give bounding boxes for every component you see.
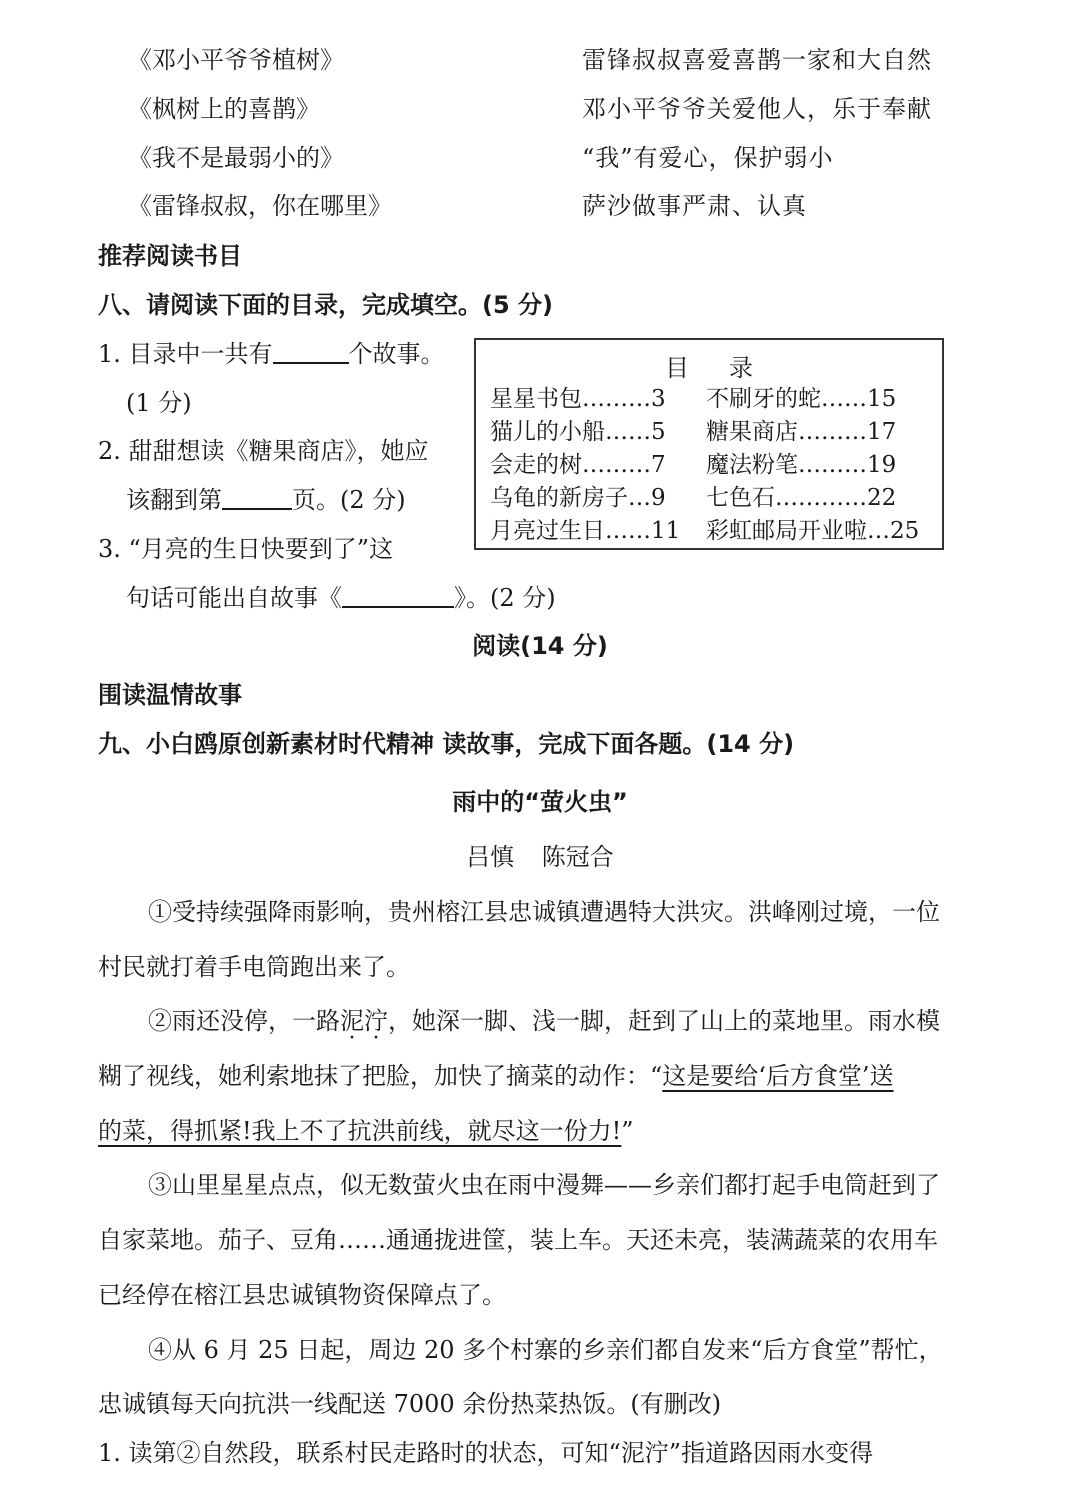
q8-1-suffix: 个故事。	[348, 340, 445, 368]
match-right-4: 萨沙做事严肃、认真	[582, 192, 807, 220]
p2-text-a: ②雨还没停，一路	[148, 1007, 340, 1035]
q8-1-blank[interactable]	[273, 338, 349, 364]
story-p2-line1	[148, 1005, 940, 1037]
story-authors: 吕慎 陈冠合	[466, 843, 614, 871]
match-left-4: 《雷锋叔叔，你在哪里》	[128, 192, 392, 220]
story-title: 雨中的“萤火虫”	[452, 788, 628, 816]
toc-item: 会走的树………7	[490, 452, 666, 478]
q8-1-prefix: 1. 目录中一共有	[98, 340, 273, 368]
question-8-1	[98, 338, 445, 370]
toc-item: 不刷牙的蛇……15	[706, 386, 897, 412]
question-8-3-line1: 3. “月亮的生日快要到了”这	[98, 535, 394, 563]
question-8-2-line1: 2. 甜甜想读《糖果商店》，她应	[98, 437, 429, 465]
q8-2-blank[interactable]	[222, 484, 292, 510]
story-p1-line2: 村民就打着手电筒跑出来了。	[98, 953, 410, 981]
toc-item: 魔法粉笔………19	[706, 452, 897, 478]
table-of-contents-box	[474, 338, 944, 550]
reading-section-title: 阅读(14 分)	[472, 632, 608, 660]
q8-2-prefix: 该翻到第	[126, 486, 222, 514]
match-left-3: 《我不是最弱小的》	[128, 144, 344, 172]
toc-item: 七色石…………22	[706, 485, 897, 511]
story-p4-line2: 忠诚镇每天向抗洪一线配送 7000 余份热菜热饭。(有删改)	[98, 1390, 722, 1418]
question-9-1: 1. 读第②自然段，联系村民走路时的状态，可知“泥泞”指道路因雨水变得	[98, 1439, 874, 1467]
dotted-word: 泥	[340, 1007, 364, 1035]
story-p3-line1: ③山里星星点点，似无数萤火虫在雨中漫舞——乡亲们都打起手电筒赶到了	[148, 1171, 940, 1199]
story-p4-line1: ④从 6 月 25 日起，周边 20 多个村寨的乡亲们都自发来“后方食堂”帮忙，	[148, 1336, 943, 1364]
toc-item: 糖果商店………17	[706, 419, 897, 445]
p2-text-c: 糊了视线，她利索地抹了把脸，加快了摘菜的动作：“	[98, 1062, 663, 1090]
story-p3-line3: 已经停在榕江县忠诚镇物资保障点了。	[98, 1281, 506, 1309]
toc-item: 星星书包………3	[490, 386, 666, 412]
underlined-quote: 这是要给‘后方食堂’送	[662, 1062, 894, 1090]
question-8-3-line2	[126, 582, 556, 614]
match-right-3: “我”有爱心，保护弱小	[582, 144, 834, 172]
story-p2-line3	[98, 1115, 634, 1147]
story-p1-line1: ①受持续强降雨影响，贵州榕江县忠诚镇遭遇特大洪灾。洪峰刚过境，一位	[148, 898, 940, 926]
toc-item: 彩虹邮局开业啦…25	[706, 518, 920, 544]
q8-3-prefix: 句话可能出自故事《	[126, 584, 342, 612]
story-p2-line2	[98, 1060, 894, 1092]
match-right-2: 邓小平爷爷关爱他人，乐于奉献	[582, 95, 932, 123]
toc-item: 猫儿的小船……5	[490, 419, 666, 445]
q8-3-suffix: 》。(2 分)	[454, 584, 556, 612]
question-9-title: 九、小白鸥原创新素材时代精神 读故事，完成下面各题。(14 分)	[98, 730, 795, 758]
match-right-1: 雷锋叔叔喜爱喜鹊一家和大自然	[582, 46, 932, 74]
section-warm-heading: 围读温情故事	[98, 681, 242, 709]
p2-close-quote: ”	[621, 1117, 634, 1145]
q8-2-suffix: 页。(2 分)	[292, 486, 406, 514]
story-p3-line2: 自家菜地。茄子、豆角……通通拢进筐，装上车。天还未亮，装满蔬菜的农用车	[98, 1226, 938, 1254]
p2-text-b: ，她深一脚、浅一脚，赶到了山上的菜地里。雨水模	[388, 1007, 940, 1035]
toc-item: 月亮过生日……11	[490, 518, 681, 544]
dotted-word: 泞	[364, 1007, 388, 1035]
question-8-title: 八、请阅读下面的目录，完成填空。(5 分)	[98, 291, 553, 319]
toc-title: 目录	[665, 354, 793, 382]
q8-3-blank[interactable]	[342, 582, 454, 608]
question-8-2-line2	[126, 484, 406, 516]
toc-item: 乌龟的新房子…9	[490, 485, 666, 511]
match-left-2: 《枫树上的喜鹊》	[128, 95, 320, 123]
match-left-1: 《邓小平爷爷植树》	[128, 46, 344, 74]
section-recommend-heading: 推荐阅读书目	[98, 242, 242, 270]
q8-1-score: (1 分)	[126, 389, 192, 417]
underlined-quote: 的菜，得抓紧!我上不了抗洪前线，就尽这一份力!	[98, 1117, 622, 1145]
